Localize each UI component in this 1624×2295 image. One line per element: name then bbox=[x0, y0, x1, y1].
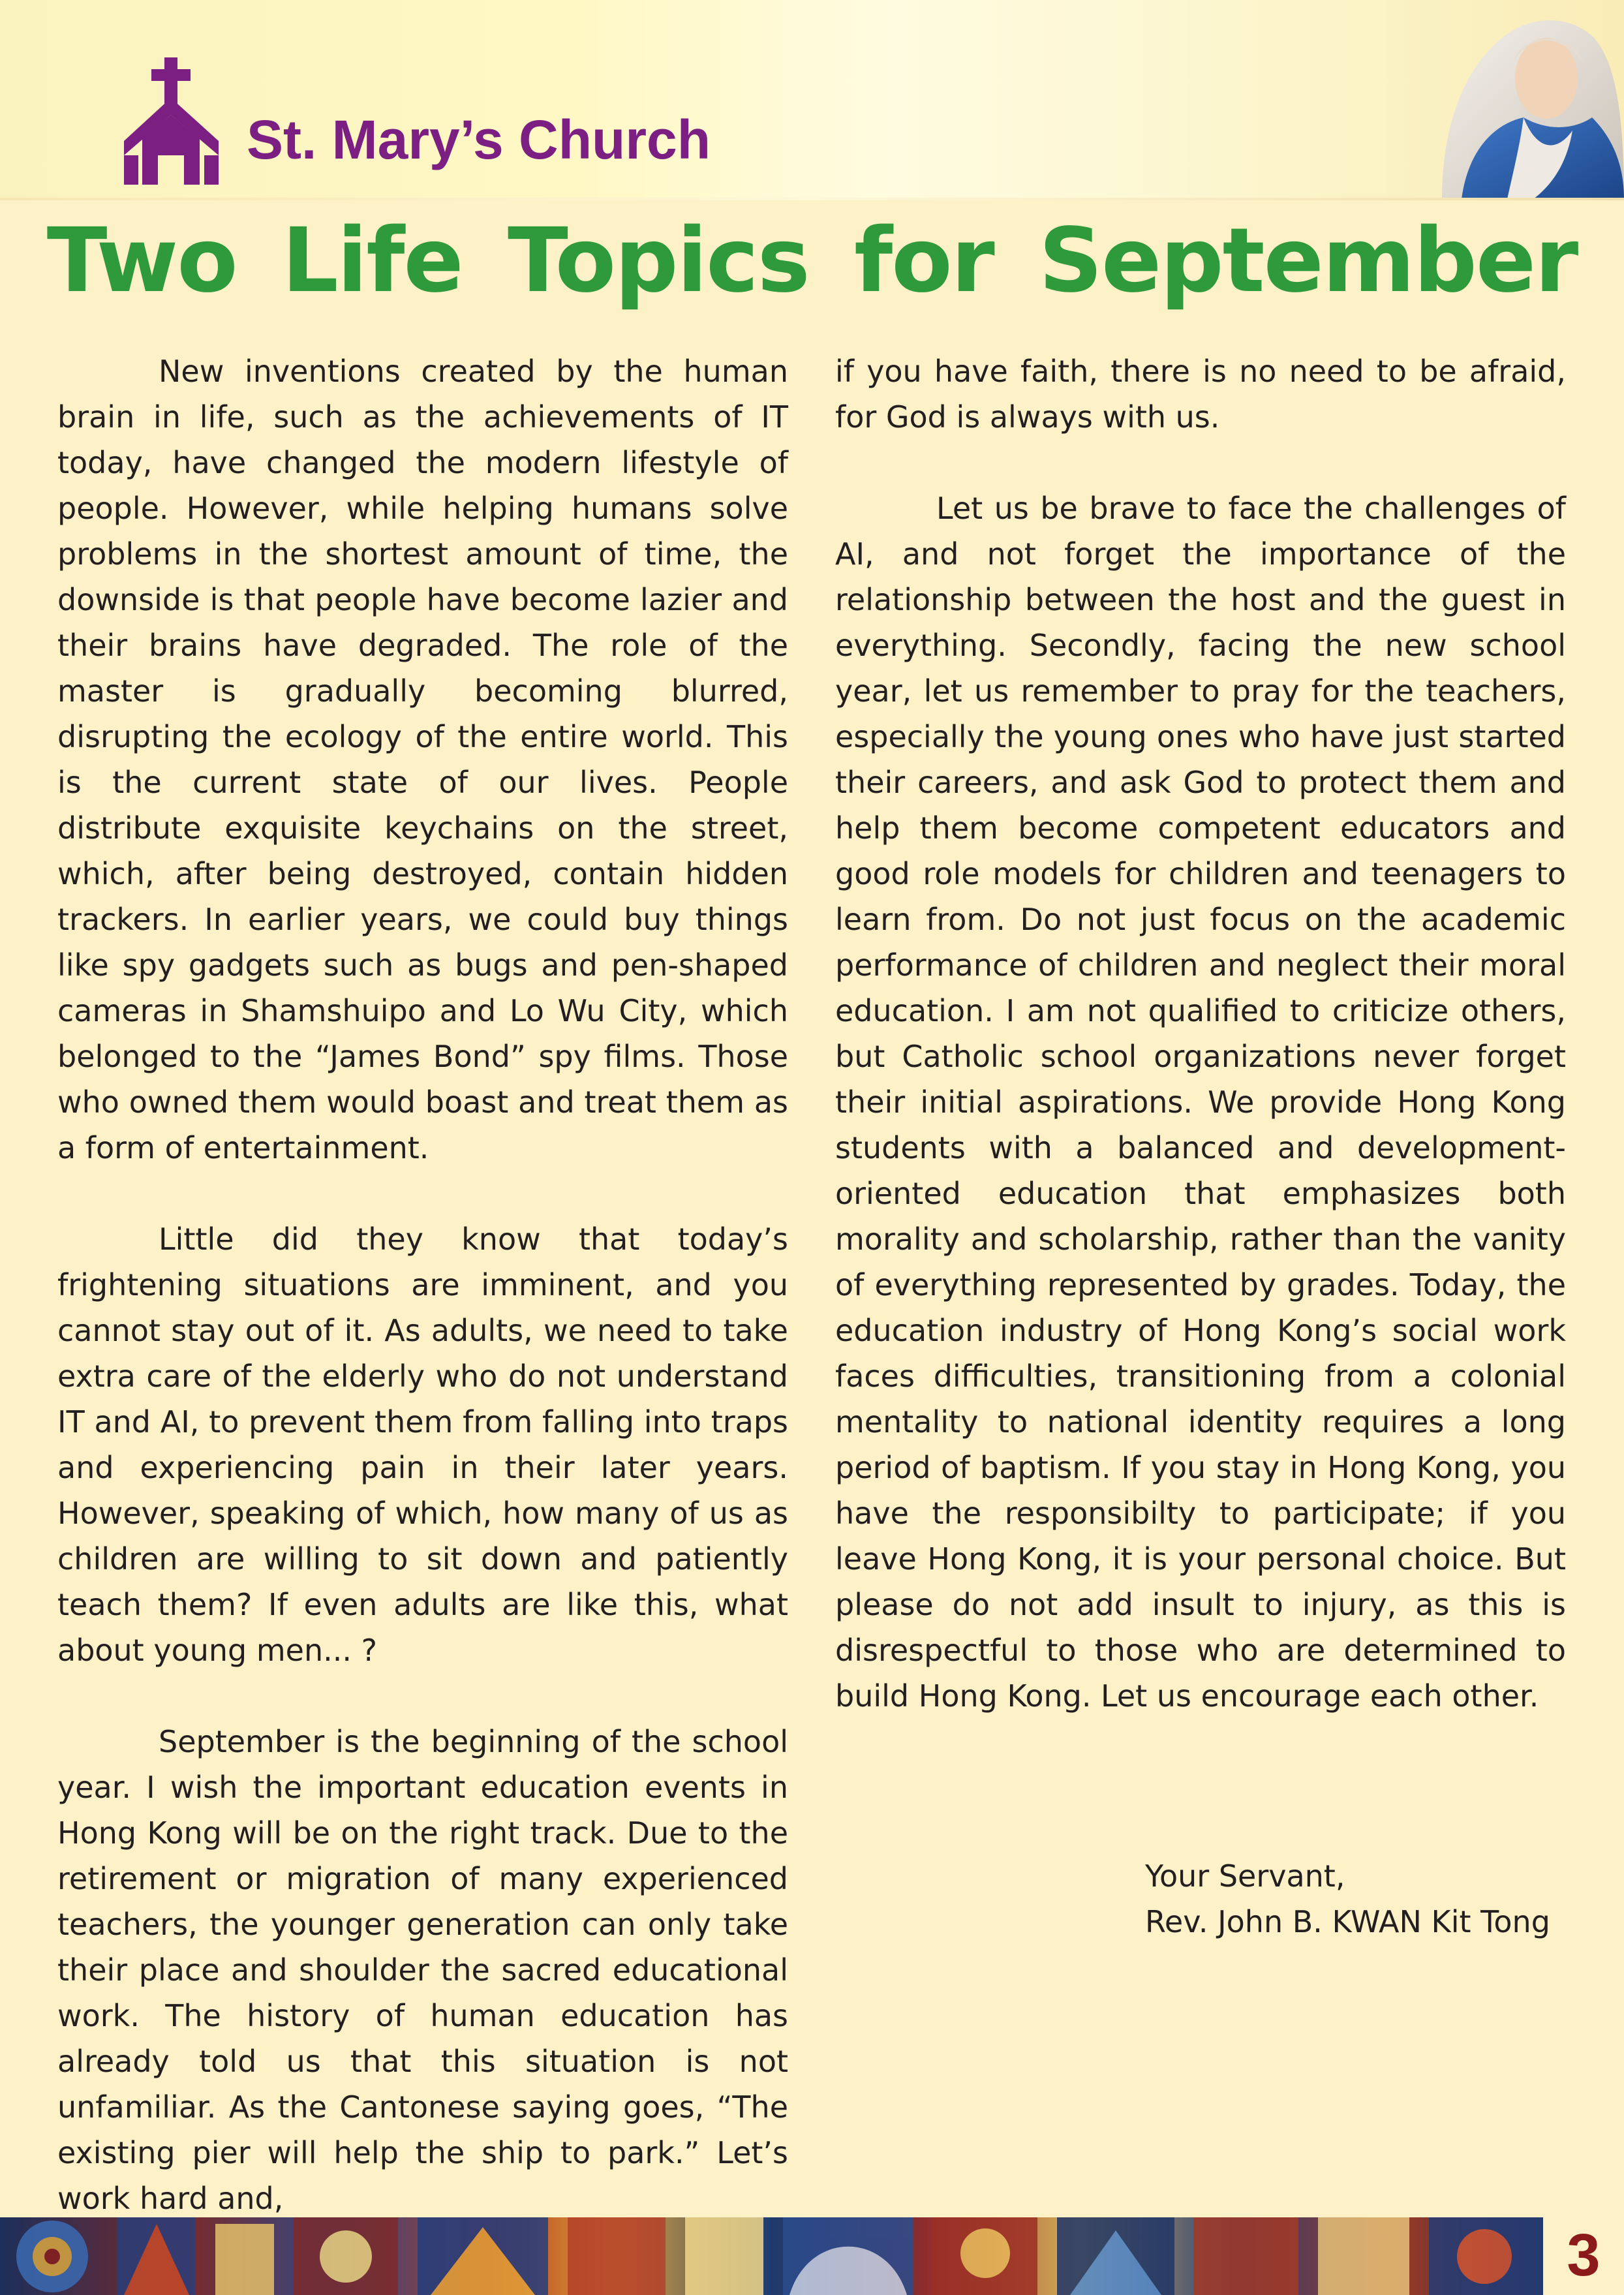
virgin-mary-statue-icon bbox=[1416, 0, 1624, 199]
paragraph: Little did they know that today’s frightening situations are imminent, and you cannot stay out of it. As adults, we need to take extra care of the elderly who do not understand IT and AI, to prevent them from falling into traps and experiencing pain in their later years. However, speaking of which, how many of us as children are willing to sit down and patiently teach them? If even adults are like this, what about young men... ? bbox=[57, 1222, 788, 1668]
church-name: St. Mary’s Church bbox=[247, 109, 711, 170]
signature-name: Rev. John B. KWAN Kit Tong bbox=[1145, 1904, 1550, 1939]
article-title: Two Life Topics for September bbox=[46, 209, 1578, 313]
page-number: 3 bbox=[1567, 2222, 1601, 2288]
church-cross-logo-icon bbox=[124, 57, 219, 185]
paragraph: Let us be brave to face the challenges of AI, and not forget the importance of the relationship between the host and the guest in everything. Secondly, facing the new school year, let us remember to pray for the teachers, especially the young ones who have just started their careers, and ask God to protect them and help them become competent educators and good role models for children and teenagers to learn from. Do not just focus on the academic performance of children and neglect their moral education. I am not qualified to criticize others, but Catholic school organizations never forget their initial aspirations. We provide Hong Kong students with a balanced and development-oriented education that emphasizes both morality and scholarship, rather than the vanity of everything represented by grades. Today, the education industry of Hong Kong’s social work faces difficulties, transitioning from a colonial mentality to national identity requires a long period of baptism. If you stay in Hong Kong, you have the responsibilty to participate; if you leave Hong Kong, it is your personal choice. But please do not add insult to injury, as this is disrespectful to those who are determined to build Hong Kong. Let us encourage each other. bbox=[835, 491, 1566, 1714]
right-column bbox=[835, 348, 1566, 1719]
signature-closing: Your Servant, bbox=[1145, 1858, 1345, 1894]
left-column bbox=[57, 348, 788, 2221]
page-header bbox=[0, 0, 1624, 199]
paragraph: New inventions created by the human brain in life, such as the achievements of IT today, have changed the modern lifestyle of people. However, while helping humans solve problems in the shortest amount of time, the downside is that people have become lazier and their brains have degraded. The role of the master is gradually becoming blurred, disrupting the ecology of the entire world. This is the current state of our lives. People distribute exquisite keychains on the street, which, after being destroyed, contain hidden trackers. In earlier years, we could buy things like spy gadgets such as bugs and pen-shaped cameras in Shamshuipo and Lo Wu City, which belonged to the “James Bond” spy films. Those who owned them would boast and treat them as a form of entertainment. bbox=[57, 354, 788, 1165]
paragraph: September is the beginning of the school year. I wish the important education events in Hong Kong will be on the right track. Due to the retirement or migration of many experienced teachers, the younger generation can only take their place and shoulder the sacred educational work. The history of human education has already told us that this situation is not unfamiliar. As the Cantonese saying goes, “The existing pier will help the ship to park.” Let’s work hard and, bbox=[57, 1724, 788, 2216]
header-divider bbox=[0, 198, 1624, 200]
signature bbox=[1145, 1853, 1550, 1945]
paragraph: if you have faith, there is no need to be afraid, for God is always with us. bbox=[835, 354, 1566, 435]
page-number-box bbox=[1543, 2217, 1624, 2295]
stained-glass-window-icon bbox=[0, 2217, 1543, 2295]
